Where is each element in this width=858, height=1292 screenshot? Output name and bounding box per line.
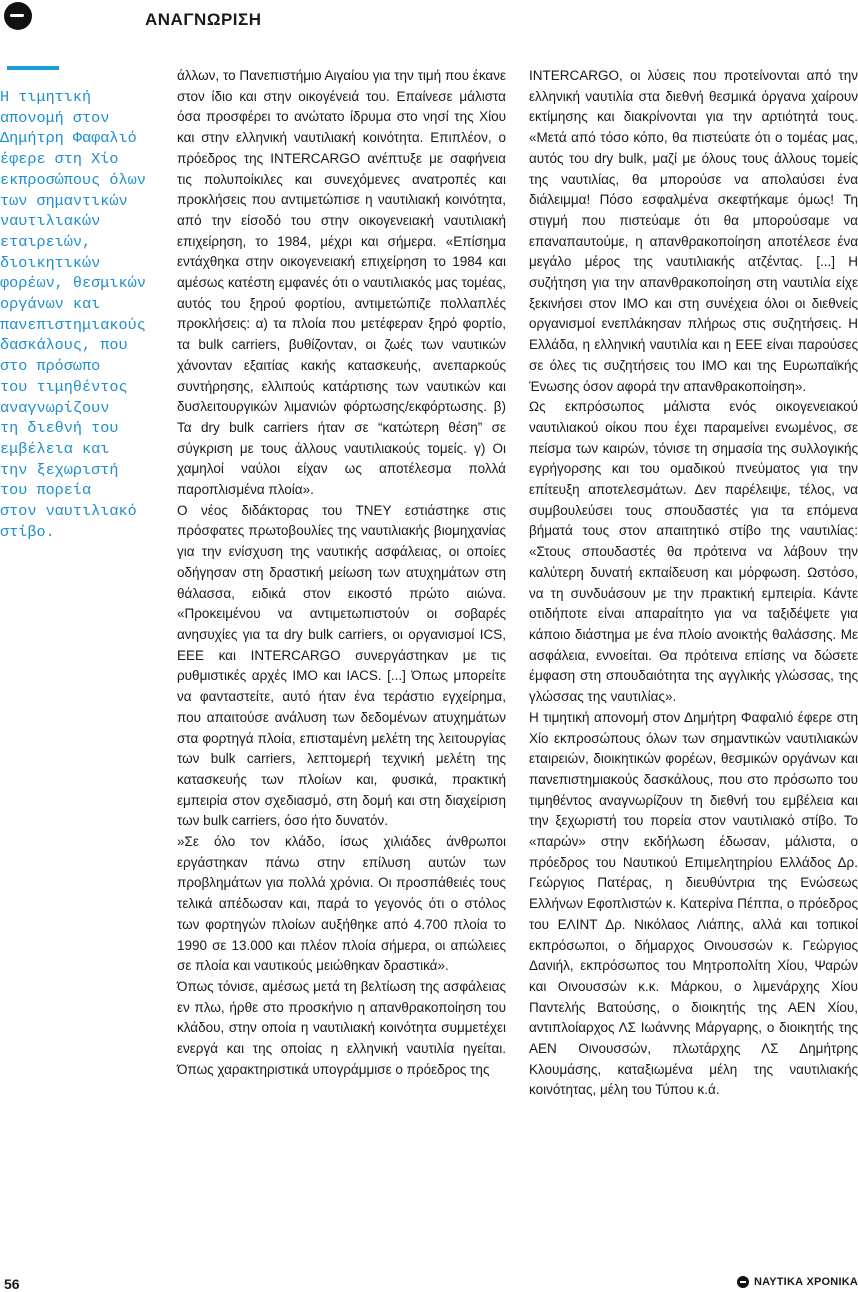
magazine-logo-icon xyxy=(4,2,32,30)
article-paragraph: Ως εκπρόσωπος μάλιστα ενός οικογενειακού ναυτιλιακού οίκου που έχει παραμείνει ενωμένος, σε πείσμα των καιρών, τόνισε τη σημασία της συλλογικής εγρήγορσης και του ομαδικού πνεύματος για την επίτευξη αποτελεσμάτων. Δεν παρέλειψε, τέλος, να συμβουλεύσει τους σπουδαστές για τα επόμενα βήματά τους στον απαιτητικό στίβο της ναυτιλίας: «Στους σπουδαστές θα πρότεινα να λάβουν την καλύτερη δυνατή εκπαίδευση και μόρφωση. Ωστόσο, να τη συνδυάσουν με την πρακτική εμπειρία. Κάντε οτιδήποτε είναι απαραίτητο για να ταξιδέψετε για κάποιο διάστημα με ένα πλοίο ανοικτής θαλάσσης. Με ασφάλεια, εννοείται. Θα πρότεινα επίσης να δώσετε έμφαση στη σπουδαιότητα της αγγλικής γλώσσας, της γλώσσας της ναυτιλίας». xyxy=(529,399,858,705)
section-title: ΑΝΑΓΝΩΡΙΣΗ xyxy=(145,10,262,29)
article-column-1 xyxy=(177,66,506,1080)
pull-quote xyxy=(0,87,165,542)
pull-quote-line: διοικητικών xyxy=(0,253,101,272)
pull-quote-line: τη διεθνή του xyxy=(0,419,119,438)
article-paragraph: Ο νέος διδάκτορας του ΤΝΕΥ εστιάστηκε στις πρόσφατες πρωτοβουλίες της ναυτιλιακής βιομηχανίας για την ενίσχυση της ναυτικής ασφάλειας, οι οποίες οδήγησαν στη δραστική μείωση των ατυχημάτων στη θάλασσα, ειδικά στον εικοστό πρώτο αιώνα. «Προκειμένου να αντιμετωπιστούν οι σοβαρές ανησυχίες για τα dry bulk carriers, οι οργανισμοί ICS, EEE και INTERCARGO συνεργάστηκαν με τις ρυθμιστικές αρχές ΙΜΟ και IACS. [...] Όπως μπορείτε να φανταστείτε, αυτό ήταν ένα τεράστιο εγχείρημα, που απαιτούσε ανάλυση των δεδομένων ατυχημάτων στα φορτηγά πλοία, επισταμένη μελέτη της λειτουργίας των bulk carriers, λεπτομερή τεχνική μελέτη της κατασκευής των πλοίων και, φυσικά, πρακτική εμπειρία στον σχεδιασμό, στη δομή και στη διαχείριση των bulk carriers, όσο ήτο δυνατόν. xyxy=(177,502,506,829)
pull-quote-line: πανεπιστημιακούς xyxy=(0,315,146,334)
article-paragraph: άλλων, το Πανεπιστήμιο Αιγαίου για την τιμή που έκανε στον ίδιο και στην οικογένειά του. Επαίνεσε μάλιστα όσα προσφέρει το ανώτατο ίδρυμα στο νησί της Χίου και στην ελληνική ναυτιλιακή κοινότητα. Επιπλέον, ο πρόεδρος της INTERCARGO ανέπτυξε με σαφήνεια τις πολυποίκιλες και συνεχόμενες ανατροπές και προκλήσεις που αντιμετώπισε η ναυτιλιακή κοινότητα, από την είσοδό του στην οικογενειακή ναυτιλιακή επιχείρηση, το 1984, μέχρι και σήμερα. «Επίσημα εντάχθηκα στην οικογενειακή επιχείρηση το 1984 και αμέσως κατέστη εμφανές ότι ο ναυτιλιακός μας τομέας, αυτός του ξηρού φορτίου, αντιμετώπιζε πολλαπλές προκλήσεις: α) τα πλοία που μετέφεραν ξηρό φορτίο, τα bulk carriers, βυθίζονταν, οι ζωές των ναυτικών χάνονταν εξαιτίας κακής κατασκευής, ανεπαρκούς συντήρησης, ελλιπούς κατάρτισης των ναυτικών και δυσλειτουργικών λιμανιών φόρτωσης/εκφόρτωσης. β) Τα dry bulk carriers ήταν σε “κατώτερη θέση” σε σύγκριση με τους άλλους ναυτιλιακούς τομείς. γ) Οι χαμηλοί ναύλοι είχαν ως αποτέλεσμα πολλά παροπλισμένα πλοία». xyxy=(177,68,506,498)
pull-quote-line: δασκάλους, που xyxy=(0,336,128,355)
pull-quote-line: απονομή στον xyxy=(0,108,110,127)
pull-quote-line: οργάνων και xyxy=(0,295,101,314)
article-column-2 xyxy=(529,66,858,1101)
pull-quote-line: στο πρόσωπο xyxy=(0,357,101,376)
pull-quote-line: του πορεία xyxy=(0,481,92,500)
pull-quote-line: Η τιμητική xyxy=(0,88,92,106)
pull-quote-line: εκπροσώπους όλων xyxy=(0,170,146,189)
page-number: 56 xyxy=(4,1276,20,1292)
article-paragraph: INTERCARGO, οι λύσεις που προτείνονται από την ελληνική ναυτιλία στα διεθνή θεσμικά όργανα χαίρουν εκτίμησης και διακρίνονται για την αρτιότητά τους. «Μετά από τόσο κόπο, θα πιστεύατε ότι ο τομέας μας, αυτός του dry bulk, μαζί με όλους τους άλλους τομείς της ναυτιλίας, θα μπορούσε να απολαύσει ένα διάλειμμα! Πόσο εσφαλμένα σκεφτήκαμε όμως! Τη στιγμή που πιστεύαμε ότι θα μπορούσαμε να επαναπαυτούμε, η απανθρακοποίηση αποτέλεσε ένα μεγάλο μέρος της ναυτιλιακής ατζέντας. [...] Η συζήτηση για την απανθρακοποίηση στη ναυτιλία είχε ξεκινήσει στον ΙΜΟ και στη συνέχεια όλοι οι διεθνείς οργανισμοί ενεπλάκησαν πλήρως στις συζητήσεις. Η Ελλάδα, η ελληνική ναυτιλία και η ΕΕΕ είναι παρούσες σε όλες τις συζητήσεις του ΙΜΟ και της Ευρωπαϊκής Ένωσης όσον αφορά την απανθρακοποίηση». xyxy=(529,68,858,394)
magazine-brand-icon xyxy=(737,1276,749,1288)
pull-quote-line: την ξεχωριστή xyxy=(0,460,119,479)
article-paragraph: Όπως τόνισε, αμέσως μετά τη βελτίωση της ασφάλειας εν πλω, ήρθε στο προσκήνιο η απανθρακοποίηση του κλάδου, στην οποία η ναυτιλιακή κοινότητα συμμετέχει ενεργά και της οποίας η ελληνική ναυτιλία ηγείται. Όπως χαρακτηριστικά υπογράμμισε ο πρόεδρος της xyxy=(177,978,506,1077)
brand-name: ΝΑΥΤΙΚΑ ΧΡΟΝΙΚΑ xyxy=(753,1276,858,1288)
article-paragraph: »Σε όλο τον κλάδο, ίσως χιλιάδες άνθρωποι εργάστηκαν πάνω στην επίλυση αυτών των προβλημάτων για πολλά χρόνια. Οι προσπάθειές τους τελικά απέδωσαν και, παρά το γεγονός ότι ο στόλος των φορτηγών πλοίων αυξήθηκε από 4.700 πλοία το 1990 σε 13.000 και πλέον πλοία σήμερα, οι απώλειες σε πλοία και ναυτικούς μειώθηκαν δραστικά». xyxy=(177,834,506,974)
accent-divider xyxy=(7,66,59,70)
pull-quote-line: ναυτιλιακών xyxy=(0,212,101,231)
pull-quote-line: στον ναυτιλιακό xyxy=(0,502,137,521)
pull-quote-line: φορέων, θεσμικών xyxy=(0,274,146,293)
pull-quote-line: του τιμηθέντος xyxy=(0,377,128,396)
pull-quote-line: Δημήτρη Φαφαλιό xyxy=(0,129,137,148)
pull-quote-line: στίβο. xyxy=(0,522,55,541)
pull-quote-line: εταιρειών, xyxy=(0,232,92,251)
pull-quote-line: αναγνωρίζουν xyxy=(0,398,110,417)
pull-quote-line: των σημαντικών xyxy=(0,191,128,210)
footer-brand xyxy=(737,1276,858,1288)
article-paragraph: Η τιμητική απονομή στον Δημήτρη Φαφαλιό έφερε στη Χίο εκπροσώπους όλων των σημαντικών ναυτιλιακών εταιρειών, διοικητικών φορέων, θεσμικών οργάνων και πανεπιστημιακούς δασκάλους, που στο πρόσωπο του τιμηθέντος αναγνωρίζουν τη διεθνή του εμβέλεια και την ξεχωριστή του πορεία στον ναυτιλιακό στίβο. Το «παρών» στην εκδήλωση έδωσαν, μάλιστα, ο πρόεδρος του Ναυτικού Επιμελητηρίου Ελλάδος Δρ. Γεώργιος Πατέρας, η διευθύντρια της Ενώσεως Ελλήνων Εφοπλιστών κ. Κατερίνα Πέππα, ο πρόεδρος του ΕΛΙΝΤ Δρ. Νικόλαος Λιάπης, αλλά και τοπικοί εκπρόσωποι, ο δήμαρχος Οινουσσών κ. Γεώργιος Δανιήλ, εκπρόσωπος του Μητροπολίτη Χίου, Ψαρών και Οινουσσών κ.κ. Μάρκου, ο λιμενάρχης Χίου Παντελής Βατούσης, ο διοικητής της ΑΕΝ Χίου, αντιπλοίαρχος ΛΣ Ιωάννης Μάργαρης, ο διοικητής της ΑΕΝ Οινουσσών, πλωτάρχης ΛΣ Δημήτρης Κλουμάσης, καταξιωμένα μέλη της ναυτιλιακής κοινότητας, μέλη του Τύπου κ.ά. xyxy=(529,709,858,1098)
pull-quote-line: έφερε στη Χίο xyxy=(0,150,119,169)
pull-quote-line: εμβέλεια και xyxy=(0,439,110,458)
